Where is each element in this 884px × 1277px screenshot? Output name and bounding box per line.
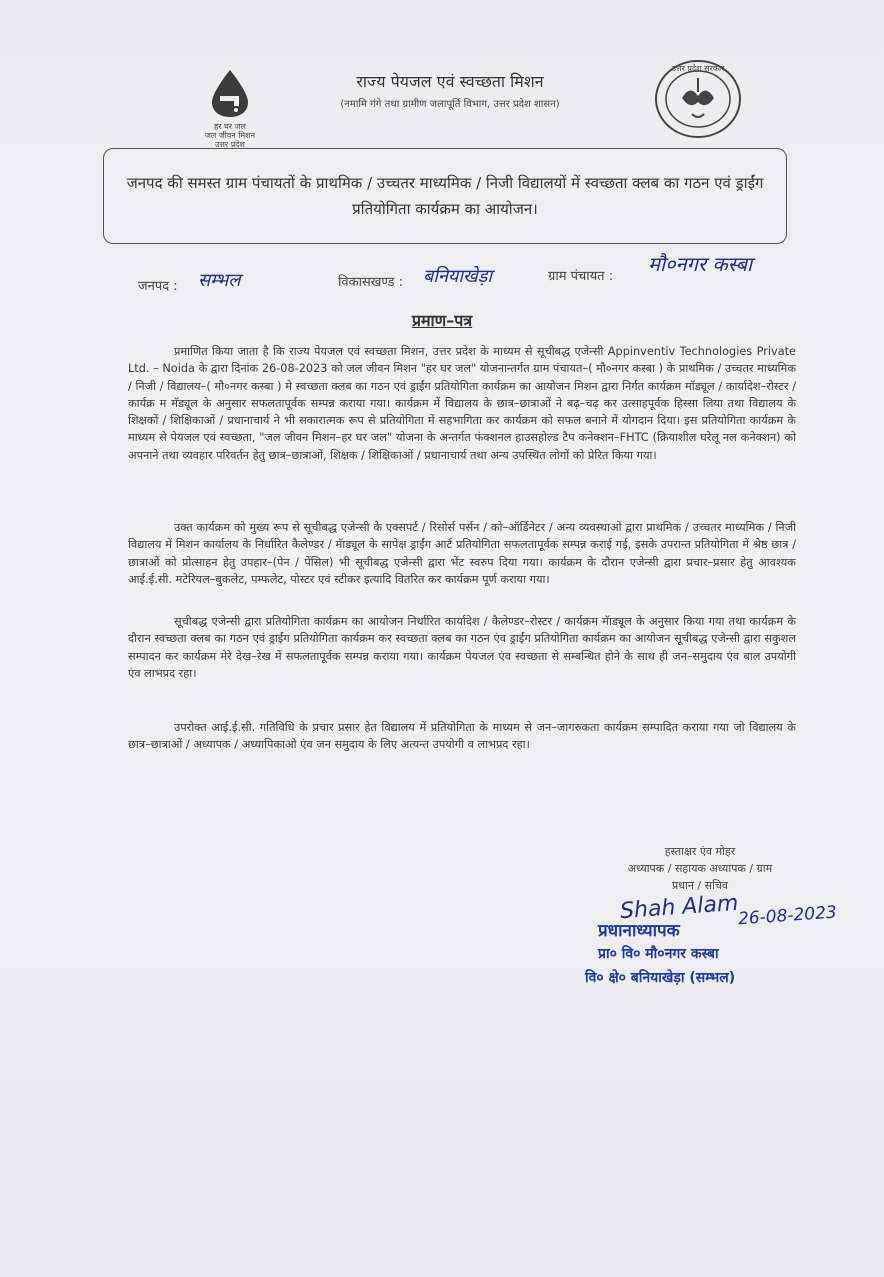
block-value: बनियाखेड़ा	[423, 266, 493, 287]
stamp-line-1: प्रधानाध्यापक	[598, 921, 680, 941]
district-value: सम्भल	[198, 270, 241, 291]
logo-caption-3: उत्तर प्रदेश	[215, 140, 245, 149]
district-label: जनपद :	[138, 279, 178, 294]
mission-title: राज्य पेयजल एवं स्वच्छता मिशन	[356, 72, 544, 91]
panchayat-label: ग्राम पंचायत :	[548, 269, 614, 284]
location-fields	[138, 252, 838, 294]
paragraph-4: उपरोक्त आई.ई.सी. गतिविधि के प्रचार प्रसार हेत विद्यालय में प्रतियोगिता के माध्यम से जन–जागरुकता कार्यक्रम सम्पादित कराया गया जो विद्यालय के छात्र–छात्राओं / अध्यापक / अध्यापिकाओ एंव जन समुदाय के लिए अत्यन्त उपयोगी व लाभप्रद रहा।	[128, 721, 796, 752]
signature-caption-line2: अध्यापक / सहायक अध्यापक / ग्राम	[627, 862, 773, 875]
handwritten-signature: Shah Alam	[619, 890, 740, 925]
stamp-line-3: वि० क्षे० बनियाखेड़ा (सम्भल)	[585, 970, 736, 986]
paragraph-2: उक्त कार्यक्रम को मुख्य रूप से सूचीबद्ध एजेन्सी के एक्सपर्ट / रिसोर्स पर्सन / को–ऑर्डिनेटर / अन्य व्यवस्थाओं द्वारा प्राथमिक / उच्चतर माध्यमिक / निजी विद्यालय में मिशन कार्यालय के निर्धारित कैलेण्डर / मॅाड्यूल के सापेक्ष ड्राईंग आर्ट प्रतियोगिता सफलतापूर्वक सम्पन्न कराई गई, इसके उपरान्त प्रतियोगिता में श्रेष्ठ छात्र / छात्राओं को प्रोत्साहन हेतु उपहार–(पेन / पेंसिल) भी सूचीबद्ध एजेन्सी द्वारा भेंट स्वरुप दिया गया। कार्यक्रम के दौरान एजेन्सी द्वारा प्रचार–प्रसार हेतु आवश्यक आई.ई.सी. मटेरियल–बुकलेट, पम्फलेट, पोस्टर एवं स्टीकर इत्यादि वितरित कर कार्यक्रम पूर्ण कराया गया।	[128, 521, 796, 586]
up-government-seal-icon	[652, 58, 744, 140]
subject-text: जनपद की समस्त ग्राम पंचायतों के प्राथमिक / उच्चतर माध्यमिक / निजी विद्यालयों में स्वच्छता क्लब का गठन एवं ड्राईंग प्रतियोगिता कार्यक्रम का आयोजन।	[126, 174, 764, 218]
signature-caption-line3: प्रधान / सचिव	[671, 879, 729, 892]
certificate-title	[0, 309, 884, 331]
logo-caption-2: जल जीवन मिशन	[204, 131, 256, 140]
signature-date: 26-08-2023	[737, 902, 838, 930]
signature-caption-line1: हस्ताक्षर एंव मोहर	[664, 845, 736, 858]
stamp-line-2: प्रा० वि० मौ०नगर कस्बा	[598, 946, 719, 962]
block-label: विकासखण्ड :	[338, 275, 404, 290]
subject-box	[103, 148, 787, 244]
har-ghar-jal-logo	[190, 68, 270, 149]
mission-subtitle: (नमामि गंगे तथा ग्रामीण जलापूर्ति विभाग, उत्तर प्रदेश शासन)	[340, 99, 560, 110]
signature-caption	[600, 843, 800, 894]
header-title-block	[290, 70, 610, 110]
panchayat-value: मौ०नगर कस्बा	[648, 252, 753, 276]
water-drop-icon	[206, 68, 254, 118]
logo-caption-1: हर घर जल	[214, 122, 246, 131]
seal-text: उत्तर प्रदेश सरकार	[671, 64, 725, 73]
certificate-title-text: प्रमाण–पत्र	[411, 311, 473, 330]
paragraph-3: सूचीबद्ध एजेन्सी द्वारा प्रतियोगिता कार्यक्रम का आयोजन निर्धारित कार्यादेश / कैलेण्डर–रोस्टर / कार्यक्रम मॅाड्यूल के अनुसार किया गया तथा कार्यक्रम के दौरान स्वच्छता क्लब का गठन एवं ड्राईंग प्रतियोगिता कार्यक्रम कर स्वच्छता क्लब का गठन एंव ड्राईंग प्रतियोगिता कार्यक्रम का आयोजन सूचीबद्ध एजेन्सी द्वारा सकुशल सम्पादन कर कार्यक्रम मेरे देख–रेख में सफलतापूर्वक सम्पन्न कराया गया। कार्यक्रम पेयजल एंव स्वच्छता से सम्बन्धित होने के साथ ही जन–समुदाय एंव बाल उपयोगी एंव लाभप्रद रहा।	[128, 615, 796, 680]
paragraph-1: प्रमाणित किया जाता है कि राज्य पेयजल एवं स्वच्छता मिशन, उत्तर प्रदेश के माध्यम से सूचीबद्ध एजेन्सी Appinventiv Technologies Private Ltd. – Noida के द्वारा दिनांक 26-08-2023 को जल जीवन मिशन "हर घर जल" योजनान्तर्गत ग्राम पंचायत–( मौ०नगर कस्बा ) के प्राथमिक / उच्चतर माध्यमिक / निजी / विद्यालय–( मौ०नगर कस्बा ) मे स्वच्छता क्लब का गठन एवं ड्राईंग प्रतियोगिता कार्यक्रम का आयोजन मिशन द्वारा निर्गत कार्यक्रम मॉड्यूल / कार्यादेश–रोस्टर / कार्यक्र म मॅड्यूल के अनुसार सफलतापूर्वक सम्पन्न कराया गया। कार्यक्रम में विद्यालय के छात्र–छात्राओं ने बढ़–चढ़ कर उत्साहपूर्वक हिस्सा लिया तथा विद्यालय के शिक्षकों / शिक्षिकाओं / प्रधानाचार्य ने भी सकारात्मक रूप से प्रतियोगिता में सहभागिता कर कार्यक्रम को सफल बनाने में योगदान दिया। इस प्रतियोगिता कार्यक्रम के माध्यम से पेयजल एवं स्वच्छता, "जल जीवन मिशन–हर घर जल" योजना के अन्तर्गत फंक्शनल हाउसहोल्ड टैप कनेक्शन–FHTC (क्रियाशील घरेलू नल कनेक्शन) को अपनाने तथा व्यवहार परिवर्तन हेतु छात्र–छात्राओं, शिक्षक / शिक्षिकाओं / प्रधानाचार्य तथा अन्य उपस्थित लोगों को प्रेरित किया गया।	[128, 345, 796, 462]
